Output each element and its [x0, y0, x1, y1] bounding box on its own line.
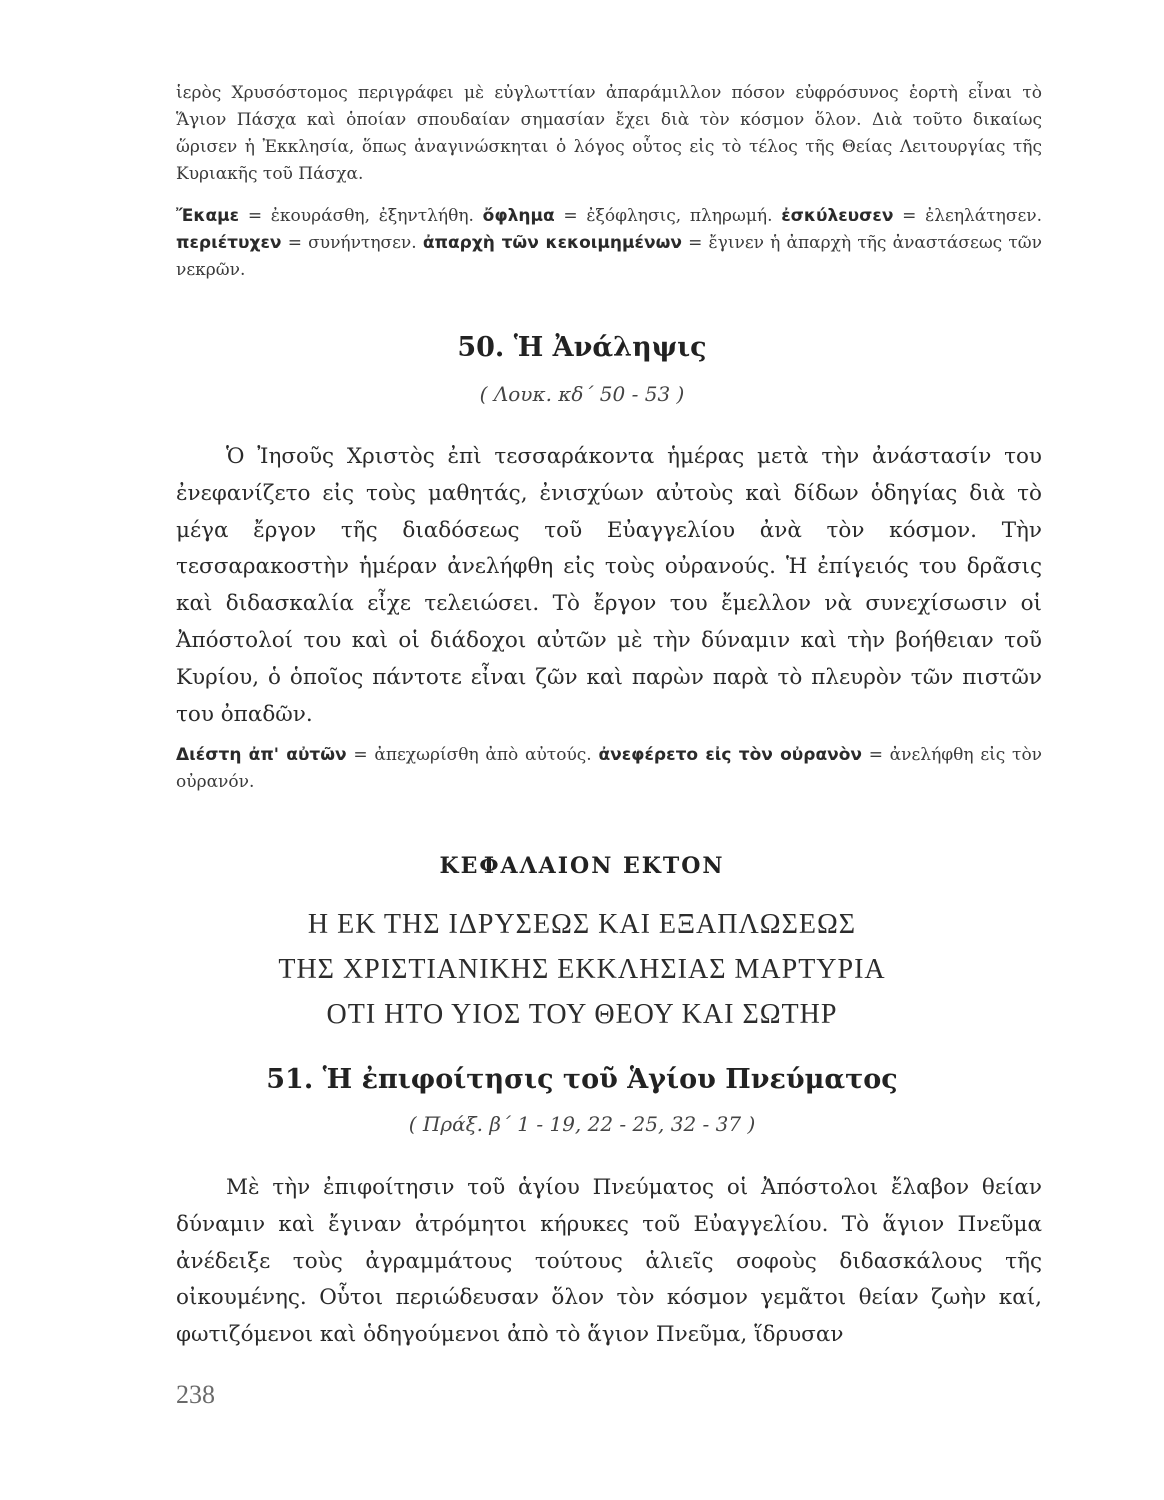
- glossary-block-1: [176, 203, 1042, 284]
- chapter-title-line-3: ΟΤΙ ΗΤΟ ΥΙΟΣ ΤΟΥ ΘΕΟΥ ΚΑΙ ΣΩΤΗΡ: [326, 999, 838, 1030]
- chapter-title-line-1: Η ΕΚ ΤΗΣ ΙΔΡΥΣΕΩΣ ΚΑΙ ΕΞΑΠΛΩΣΕΩΣ: [307, 909, 857, 940]
- chapter-label: ΚΕΦΑΛΑΙΟΝ ΕΚΤΟΝ: [439, 853, 725, 879]
- section-50-body: Ὁ Ἰησοῦς Χριστὸς ἐπὶ τεσσαράκοντα ἡμέρας μετὰ τὴν ἀνάστασίν του ἐνεφανίζετο εἰς τοὺς μαθητάς, ἐνισχύων αὐτοὺς καὶ δίδων ὁδηγίας διὰ τὸ μέγα ἔργον τῆς διαδόσεως τοῦ Εὐαγγελίου ἀνὰ τὸν κόσμον. Τὴν τεσσαρακοστὴν ἡμέραν ἀνελήφθη εἰς τοὺς οὐρανούς. Ἡ ἐπίγειός του δρᾶσις καὶ διδασκαλία εἶχε τελειώσει. Τὸ ἔργον του ἔμελλον νὰ συνεχίσωσιν οἱ Ἀπόστολοί του καὶ οἱ διάδοχοι αὐτῶν μὲ τὴν δύναμιν καὶ τὴν βοήθειαν τοῦ Κυρίου, ὁ ὁποῖος πάντοτε εἶναι ζῶν καὶ παρὼν παρὰ τὸ πλευρὸν τῶν πιστῶν του ὀπαδῶν.: [176, 444, 1042, 727]
- section-50-reference: ( Λουκ. κδ΄ 50 - 53 ): [479, 382, 685, 406]
- glossary-term: Ἔκαμε: [176, 206, 240, 226]
- glossary-term: ἀνεφέρετο εἰς τὸν οὐρανὸν: [598, 745, 862, 765]
- section-51-body: Μὲ τὴν ἐπιφοίτησιν τοῦ ἁγίου Πνεύματος οἱ Ἀπόστολοι ἔλαβον θείαν δύναμιν καὶ ἔγιναν ἀτρόμητοι κήρυκες τοῦ Εὐαγγελίου. Τὸ ἅγιον Πνεῦμα ἀνέδειξε τοὺς ἀγραμμάτους τούτους ἁλιεῖς σοφοὺς διδασκάλους τῆς οἰκουμένης. Οὗτοι περιώδευσαν ὅλον τὸν κόσμον γεμᾶτοι θείαν ζωὴν καί, φωτιζόμενοι καὶ ὁδηγούμενοι ἀπὸ τὸ ἅγιον Πνεῦμα, ἵδρυσαν: [176, 1175, 1042, 1348]
- page-number: 238: [176, 1380, 215, 1409]
- section-51-title: 51. Ἡ ἐπιφοίτησις τοῦ Ἁγίου Πνεύματος: [266, 1064, 898, 1095]
- glossary-definition: = ἀνελήφθη εἰς τὸν οὐρανόν.: [176, 745, 1043, 792]
- section-51-reference: ( Πράξ. β΄ 1 - 19, 22 - 25, 32 - 37 ): [408, 1112, 756, 1136]
- chapter-title-line-2: ΤΗΣ ΧΡΙΣΤΙΑΝΙΚΗΣ ΕΚΚΛΗΣΙΑΣ ΜΑΡΤΥΡΙΑ: [278, 954, 886, 985]
- glossary-definition: = ἐξόφλησις, πληρωμή.: [554, 206, 782, 226]
- glossary-definition: = ἐλεηλάτησεν.: [893, 206, 1043, 226]
- glossary-term: ἀπαρχὴ τῶν κεκοιμημένων: [422, 233, 682, 253]
- glossary-term: περιέτυχεν: [176, 233, 282, 253]
- glossary-term: ἐσκύλευσεν: [781, 206, 894, 226]
- glossary-definition: = ἔγινεν ἡ ἀπαρχὴ τῆς ἀναστάσεως τῶν νεκρῶν.: [176, 233, 1042, 280]
- glossary-definition: = ἀπεχωρίσθη ἀπὸ αὐτούς.: [346, 745, 599, 765]
- glossary-term: Διέστη ἀπ' αὐτῶν: [176, 745, 347, 765]
- glossary-term: ὄφλημα: [482, 206, 555, 226]
- section-50-title: 50. Ἡ Ἀνάληψις: [457, 332, 707, 363]
- intro-paragraph: ἱερὸς Χρυσόστομος περιγράφει μὲ εὐγλωττίαν ἀπαράμιλλον πόσον εὐφρόσυνος ἑορτὴ εἶναι τὸ Ἅγιον Πάσχα καὶ ὁποίαν σπουδαίαν σημασίαν ἔχει διὰ τὸν κόσμον ὅλον. Διὰ τοῦτο δικαίως ὥρισεν ἡ Ἐκκλησία, ὅπως ἀναγινώσκηται ὁ λόγος οὗτος εἰς τὸ τέλος τῆς Θείας Λειτουργίας τῆς Κυριακῆς τοῦ Πάσχα.: [176, 83, 1042, 184]
- glossary-definition: = συνήντησεν.: [281, 233, 423, 253]
- glossary-definition: = ἐκουράσθη, ἐξηντλήθη.: [239, 206, 483, 226]
- glossary-block-2: [176, 742, 1042, 796]
